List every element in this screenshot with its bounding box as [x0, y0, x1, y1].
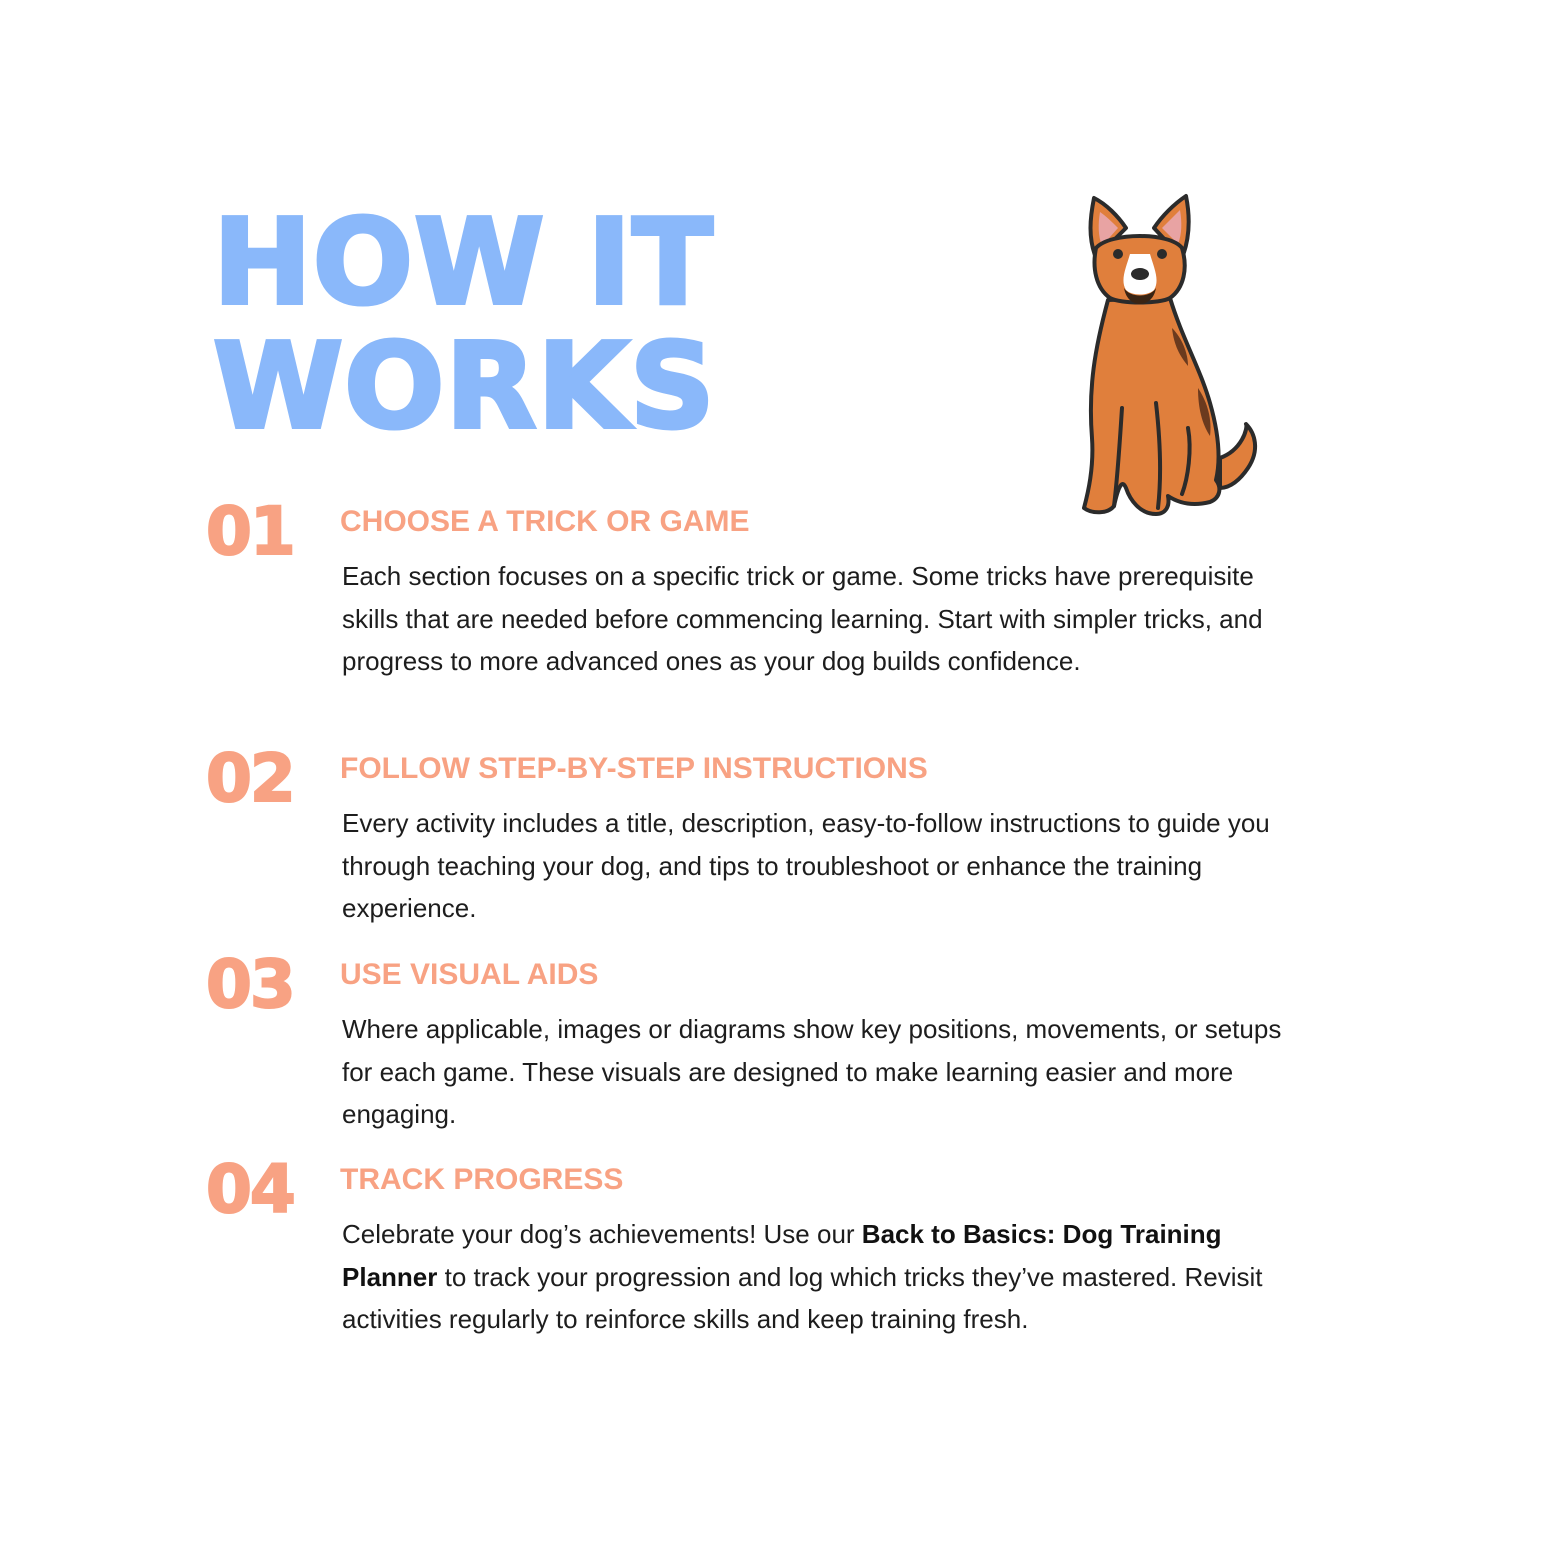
step-number: 03: [206, 946, 294, 1023]
title-line-1: HOW IT: [213, 193, 714, 331]
step-body-text: to track your progression and log which tricks they’ve mastered. Revisit activities regularly to reinforce skills and keep training fresh.: [342, 1261, 1263, 1334]
step-heading: CHOOSE A TRICK OR GAME: [340, 505, 750, 538]
step-number: 01: [206, 493, 294, 570]
page-title: [213, 193, 716, 455]
step-heading: FOLLOW STEP-BY-STEP INSTRUCTIONS: [340, 752, 928, 785]
step-body: [342, 1213, 1292, 1341]
step-number: 02: [206, 740, 294, 817]
planner-name: Back to Basics: Dog Training Planner: [342, 1219, 1222, 1292]
step-number: 04: [206, 1151, 294, 1228]
step-body: Each section focuses on a specific trick or game. Some tricks have prerequisite skills that are needed before commencing learning. Start with simpler tricks, and progress to more advanced ones as your dog builds confidence.: [342, 561, 1263, 676]
step-heading: TRACK PROGRESS: [340, 1163, 624, 1196]
sitting-dog-icon: [1070, 188, 1270, 528]
step-heading: USE VISUAL AIDS: [340, 958, 599, 991]
title-line-2: WORKS: [213, 317, 716, 455]
step-body: Where applicable, images or diagrams show key positions, movements, or setups for each game. These visuals are designed to make learning easier and more engaging.: [342, 1014, 1282, 1129]
step-body: Every activity includes a title, description, easy-to-follow instructions to guide you through teaching your dog, and tips to troubleshoot or enhance the training experience.: [342, 808, 1270, 923]
step-body-text: Celebrate your dog’s achievements! Use our: [342, 1219, 862, 1249]
